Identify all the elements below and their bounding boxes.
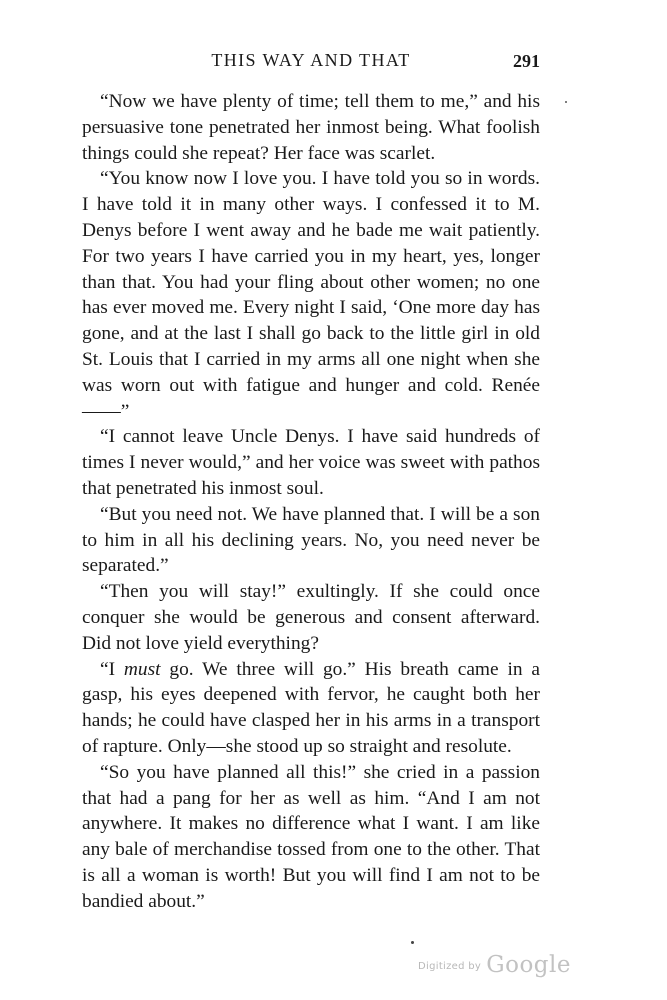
paragraph: “But you need not. We have planned that. I will be a son to him in all his declining years. No, you need never be separated.”	[82, 503, 540, 577]
paragraph	[82, 657, 540, 760]
paragraph: “Now we have plenty of time; tell them to me,” and his persuasive tone penetrated her inmost being. What foolish things could she repeat? Her face was scarlet.	[82, 91, 540, 164]
running-title: THIS WAY AND THAT	[211, 50, 411, 70]
stray-mark	[565, 101, 567, 103]
watermark-prefix: Digitized by	[418, 961, 482, 972]
paragraph: “You know now I love you. I have told you so in words. I have told it in many other ways. I confessed it to M. Denys before I went away and he bade me wait patiently. For two years I have carried you in my heart, yes, longer than that. You had your fling about other women; no one has ever moved me. Every night I said, ‘One more day has gone, and at the last I shall go back to the little girl in old St. Louis that I carried in my arms all one night when she was worn out with fatigue and hunger and cold. Renée——”	[82, 168, 540, 422]
watermark-brand: Google	[486, 952, 571, 978]
emphasis-word: must	[123, 658, 161, 680]
paragraph-text-start: “I	[100, 658, 124, 680]
stray-mark-bottom	[411, 941, 414, 944]
page-number: 291	[513, 51, 540, 71]
paragraph-text-end: go. We three will go.” His breath came in a gasp, his eyes deepened with fervor, he caught both her hands; he could have clasped her in his arms in a transport of rapture. Only—she stood up so straight and resolute.	[82, 658, 540, 757]
paragraph: “So you have planned all this!” she cried in a passion that had a pang for her as well as him. “And I am not anywhere. It makes no difference what I want. I am like any bale of merchandise tossed from one to the other. That is all a woman is worth! But you will find I am not to be bandied about.”	[82, 761, 540, 912]
running-head	[82, 50, 540, 76]
body-text	[82, 89, 540, 915]
paragraph: “Then you will stay!” exultingly. If she could once conquer she would be generous and consent afterward. Did not love yield everything?	[82, 581, 540, 654]
paragraph: “I cannot leave Uncle Denys. I have said hundreds of times I never would,” and her voice was sweet with pathos that penetrated his inmost soul.	[82, 426, 540, 499]
digitized-watermark	[418, 952, 571, 978]
